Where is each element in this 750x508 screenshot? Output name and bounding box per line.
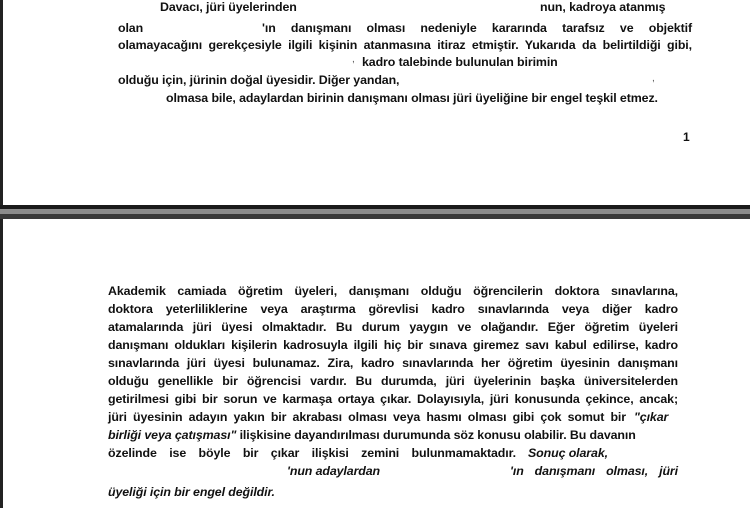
page2-line-5: sınavlarında jüri üyesi bulunamaz. Zira, kadro sınavlarında her öğretim üyesinin danışmanı — [108, 356, 678, 370]
page1-line-4: kadro talebinde bulunulan birimin — [362, 55, 558, 69]
page2-line-4: danışmanı oldukları kişilerin kadrosuyla ilgili hiç bir sınava giremez savı kabul edilirse, kadro — [108, 338, 678, 352]
page2-line-11-left: 'nun adaylardan — [287, 464, 381, 478]
page-1-left-edge — [0, 0, 3, 205]
page2-line-7: getirilmesi gibi bir sorun ve karmaşa ortaya çıkar. Dolayısıyla, jüri konusunda çekince, ancak; — [108, 392, 678, 406]
page-2-left-edge — [0, 219, 3, 508]
page2-line-11-right: 'ın danışmanı olması, jüri — [510, 464, 678, 478]
page1-line-5: olduğu için, jürinin doğal üyesidir. Diğer yandan, — [118, 73, 400, 87]
page1-line-1-left: Davacı, jüri üyelerinden — [160, 0, 297, 14]
page-number: 1 — [683, 130, 690, 144]
page1-scan-mark-2: , — [652, 73, 655, 84]
page1-line-2-left: olan — [118, 21, 144, 35]
page2-line-8-text: jüri üyesinin adayın yakın bir akrabası olması veya hasmı olması gibi çok somut bir — [108, 410, 626, 424]
page2-line-9-quote: birliği veya çatışması" — [108, 428, 237, 442]
page2-line-10-conclusion: Sonuç olarak, — [528, 446, 608, 460]
page2-line-2: doktora yeterliliklerine veya araştırma görevlisi kadro sınavlarında veya diğer kadro — [108, 302, 678, 316]
page1-line-6: olmasa bile, adaylardan birinin danışmanı olması jüri üyeliğine bir engel teşkil etmez. — [166, 91, 658, 105]
document-page-1 — [0, 0, 750, 205]
page2-line-10-text: özelinde ise böyle bir çıkar ilişkisi zemini bulunmamaktadır. — [108, 446, 516, 460]
page1-line-3: olamayacağını gerekçesiyle ilgili kişinin atanmasına itiraz etmiştir. Yukarıda da belirtildiği gibi, — [118, 38, 692, 52]
page1-line-1-right: nun, kadroya atanmış — [540, 0, 666, 14]
page2-line-12: üyeliği için bir engel değildir. — [108, 485, 275, 499]
page2-line-6: olduğu genellikle bir öğrencisi vardır. Bu durumda, jüri üyelerinin başka üniversitelerden — [108, 374, 678, 388]
page2-line-3: atamalarında jüri üyesi olmaktadır. Bu durum yaygın ve olağandır. Eğer öğretim üyeleri — [108, 320, 678, 334]
page2-line-9 — [108, 428, 636, 443]
page1-scan-mark-1: , — [352, 54, 355, 65]
page2-line-9-text: ilişkisine dayandırılması durumunda söz konusu olabilir. Bu davanın — [236, 428, 636, 442]
page2-line-1: Akademik camiada öğretim üyeleri, danışmanı olduğu öğrencilerin doktora sınavlarına, — [108, 284, 678, 298]
document-page-2 — [0, 219, 750, 508]
page-separator — [0, 205, 750, 219]
page2-line-8-quote: "çıkar — [634, 410, 669, 424]
page1-line-2-right: 'ın danışmanı olması nedeniyle kararında tarafsız ve objektif — [262, 21, 692, 35]
